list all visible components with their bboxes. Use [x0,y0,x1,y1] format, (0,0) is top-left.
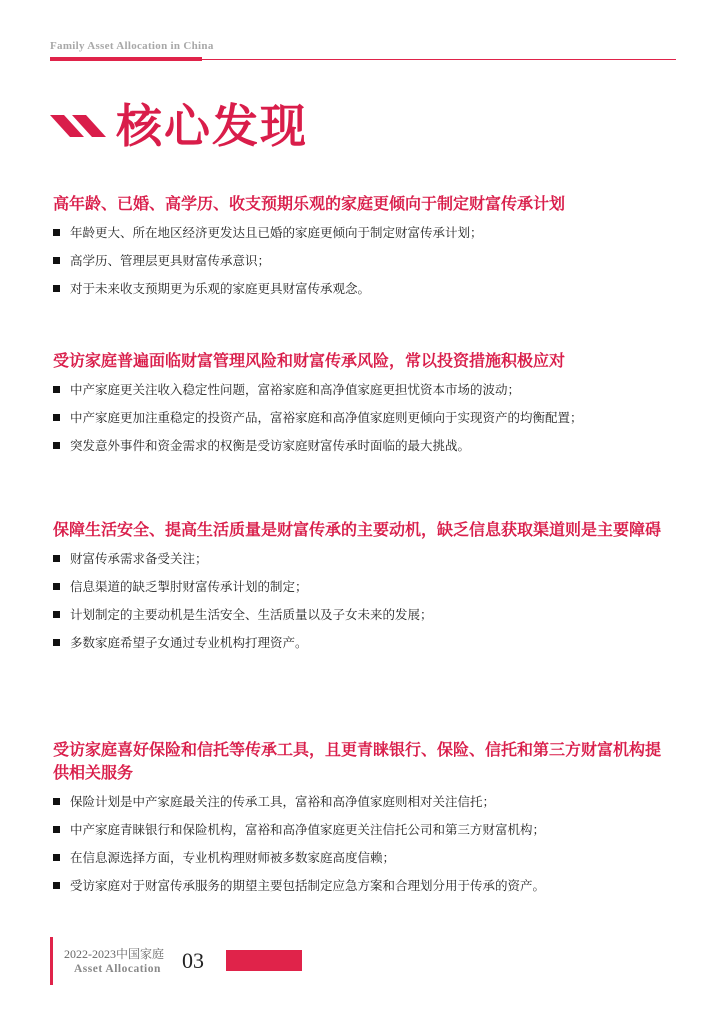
bullet-square-icon [53,854,60,861]
list-item: 信息渠道的缺乏掣肘财富传承计划的制定； [53,578,663,595]
bullet-list [53,381,663,454]
footer-accent-bar [50,937,53,985]
finding-section-2 [53,349,663,465]
bullet-square-icon [53,826,60,833]
list-item: 在信息源选择方面，专业机构理财师被多数家庭高度信赖； [53,849,663,866]
list-item: 多数家庭希望子女通过专业机构打理资产。 [53,634,663,651]
header-rule-accent [50,57,202,61]
bullet-square-icon [53,583,60,590]
bullet-square-icon [53,386,60,393]
bullet-square-icon [53,611,60,618]
footer-report-title: 2022-2023中国家庭 [64,947,164,961]
double-chevron-icon [50,109,112,143]
list-item: 年龄更大、所在地区经济更发达且已婚的家庭更倾向于制定财富传承计划； [53,224,663,241]
page-title: 核心发现 [116,99,308,153]
bullet-square-icon [53,285,60,292]
bullet-square-icon [53,229,60,236]
bullet-list [53,550,663,651]
section-heading: 受访家庭普遍面临财富管理风险和财富传承风险，常以投资措施积极应对 [53,351,566,370]
list-item: 保险计划是中产家庭最关注的传承工具，富裕和高净值家庭则相对关注信托； [53,793,663,810]
title-block [50,96,308,156]
list-item: 突发意外事件和资金需求的权衡是受访家庭财富传承时面临的最大挑战。 [53,437,663,454]
footer-report-subtitle: Asset Allocation [74,963,161,975]
bullet-square-icon [53,639,60,646]
list-item: 高学历、管理层更具财富传承意识； [53,252,663,269]
list-item: 中产家庭青睐银行和保险机构，富裕和高净值家庭更关注信托公司和第三方财富机构； [53,821,663,838]
bullet-square-icon [53,414,60,421]
finding-section-3 [53,518,663,662]
bullet-square-icon [53,257,60,264]
bullet-square-icon [53,798,60,805]
bullet-square-icon [53,882,60,889]
section-heading: 受访家庭喜好保险和信托等传承工具，且更青睐银行、保险、信托和第三方财富机构提供相关服务 [53,740,662,782]
section-heading: 保障生活安全、提高生活质量是财富传承的主要动机，缺乏信息获取渠道则是主要障碍 [53,520,662,539]
footer-accent-block [226,950,302,971]
list-item: 计划制定的主要动机是生活安全、生活质量以及子女未来的发展； [53,606,663,623]
page-number: 03 [182,948,204,973]
list-item: 中产家庭更关注收入稳定性问题，富裕家庭和高净值家庭更担忧资本市场的波动； [53,381,663,398]
finding-section-4 [53,738,663,905]
bullet-list [53,224,663,297]
list-item: 财富传承需求备受关注； [53,550,663,567]
header-running-title: Family Asset Allocation in China [50,40,214,52]
list-item: 对于未来收支预期更为乐观的家庭更具财富传承观念。 [53,280,663,297]
bullet-square-icon [53,555,60,562]
list-item: 中产家庭更加注重稳定的投资产品，富裕家庭和高净值家庭则更倾向于实现资产的均衡配置； [53,409,663,426]
bullet-square-icon [53,442,60,449]
finding-section-1 [53,192,663,308]
section-heading: 高年龄、已婚、高学历、收支预期乐观的家庭更倾向于制定财富传承计划 [53,194,566,213]
bullet-list [53,793,663,894]
list-item: 受访家庭对于财富传承服务的期望主要包括制定应急方案和合理划分用于传承的资产。 [53,877,663,894]
